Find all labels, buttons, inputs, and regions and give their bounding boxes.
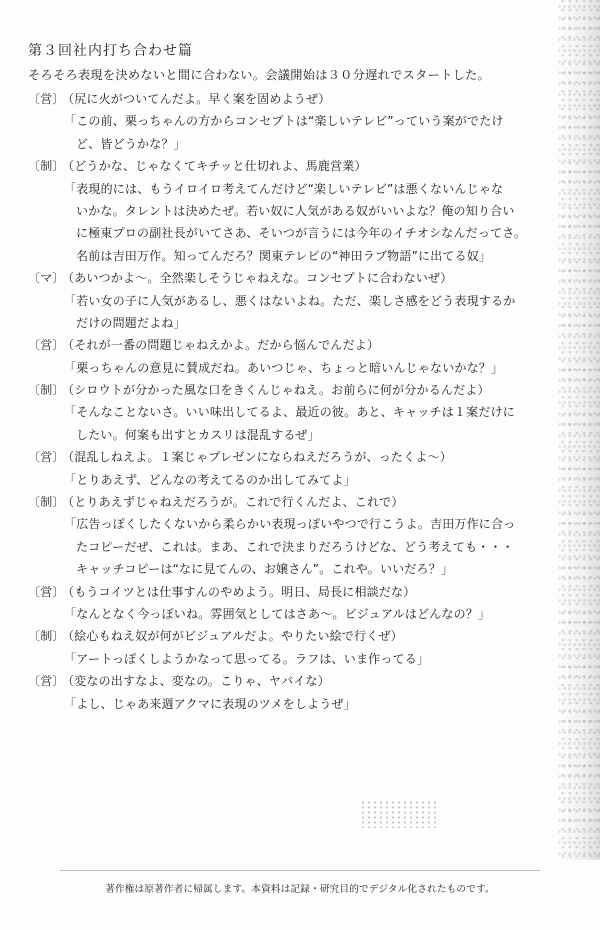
dialogue-quote-line	[28, 558, 568, 580]
dialogue-text: （もうコイツとは仕事すんのやめよう。明日、局長に相談だな）	[62, 584, 416, 599]
dialogue-speaker-line	[28, 267, 568, 289]
speaker-tag: 〔営〕	[28, 92, 65, 106]
dialogue-text: だけの問題だよね」	[76, 315, 186, 330]
dialogue-quote-line	[28, 513, 568, 535]
speaker-tag: 〔制〕	[28, 383, 65, 398]
dialogue-text: キャッチコピーは“なに見てんの、お嬢さん”。これや。いいだろ？」	[76, 562, 454, 577]
dialogue-quote-line	[28, 200, 568, 222]
document-title: 第３回社内打ち合わせ篇	[28, 43, 193, 59]
dialogue-text: （とりあえずじゃねえだろうが。これで行くんだよ、これで）	[62, 495, 404, 510]
dialogue-text: 「広告っぽくしたくないから柔らかい表現っぽいやつで行こうよ。吉田万作に合っ	[64, 517, 516, 532]
dialogue-quote-line	[28, 603, 568, 625]
dialogue-text: 「そんなことないさ。いい味出してるよ、最近の彼。あと、キャッチは１案だけに	[64, 405, 515, 420]
dialogue-text: 「なんとなく今っぽいね。雰囲気としてはさあ〜。ビジュアルはどんなの？」	[64, 606, 491, 621]
dialogue-text: （尻に火がついてんだよ。早く案を固めようぜ）	[62, 92, 331, 106]
dialogue-text: （どうかな、じゃなくてキチッと仕切れよ、馬鹿営業）	[62, 159, 367, 174]
copyright-notice: 著作権は原著作者に帰属します。本資料は記録・研究目的でデジタル化されたものです。	[105, 884, 495, 895]
dialogue-text: 「よし、じゃあ来週アクマに表現のツメをしようぜ」	[64, 696, 356, 711]
dialogue-text: （混乱しねえよ。１案じゃプレゼンにならねえだろうが、ったくよ〜）	[62, 450, 452, 465]
speaker-tag: 〔営〕	[28, 674, 65, 689]
dialogue-text: いかな。タレントは決めたぜ。若い奴に人気がある奴がいいよな？俺の知り合い	[76, 203, 515, 218]
dialogue-text: 「若い女の子に人気があるし、悪くはないよね。ただ、楽しさ感をどう表現するか	[64, 293, 516, 308]
dialogue-quote-line	[28, 357, 568, 379]
dialogue-speaker-line	[28, 88, 568, 110]
dialogue-speaker-line	[28, 334, 568, 356]
dialogue-text: 「栗っちゃんの意見に賛成だね。あいつじゃ、ちょっと暗いんじゃないかな？」	[64, 360, 504, 375]
dialogue-quote-line	[28, 401, 568, 423]
dialogue-text: （それが一番の問題じゃねえかよ。だから悩んでんだよ）	[62, 338, 380, 353]
dialogue-text: （シロウトが分かった風な口をきくんじゃねえ。お前らに何が分かるんだよ）	[62, 383, 490, 398]
scan-speckle	[360, 800, 440, 828]
dialogue-quote-line	[28, 424, 568, 446]
dialogue-quote-line	[28, 110, 568, 132]
speaker-tag: 〔営〕	[28, 584, 65, 599]
dialogue-text: 「アートっぽくしようかなって思ってる。ラフは、いま作ってる」	[64, 651, 430, 666]
dialogue-speaker-line	[28, 625, 568, 647]
dialogue-quote-line	[28, 693, 568, 715]
dialogue-text: （あいつかよ〜。全然楽しそうじゃねえな。コンセプトに合わないぜ）	[62, 271, 453, 286]
dialogue-quote-line	[28, 290, 568, 312]
dialogue-quote-line	[28, 648, 568, 670]
dialogue-text: （絵心もねえ奴が何がビジュアルだよ。やりたい絵で行くぜ）	[62, 629, 403, 644]
dialogue-quote-line	[28, 469, 568, 491]
footer-divider	[60, 870, 540, 871]
dialogue-text: 「表現的には、もうイロイロ考えてんだけど“楽しいテレビ”は悪くないんじゃな	[64, 181, 504, 196]
speaker-tag: 〔制〕	[28, 159, 65, 174]
speaker-tag: 〔営〕	[28, 450, 65, 465]
speaker-tag: 〔営〕	[28, 338, 65, 353]
intro-text: そろそろ表現を決めないと間に合わない。会議開始は３０分遅れでスタートした。	[28, 68, 491, 82]
speaker-tag: 〔マ〕	[28, 271, 65, 286]
dialogue-quote-line	[28, 222, 568, 244]
dialogue-quote-line	[28, 312, 568, 334]
speaker-tag: 〔制〕	[28, 495, 65, 510]
dialogue-quote-line	[28, 178, 568, 200]
speaker-tag: 〔制〕	[28, 629, 65, 644]
dialogue-text: したい。何案も出すとカスリは混乱するぜ」	[76, 427, 320, 442]
dialogue-speaker-line	[28, 446, 568, 468]
dialogue-text: に極東プロの副社長がいてさあ、そいつが言うには今年のイチオシなんだってさ。	[76, 226, 527, 241]
dialogue-speaker-line	[28, 379, 568, 401]
dialogue-text: 「この前、栗っちゃんの方からコンセプトは“楽しいテレビ”っていう案がでたけ	[64, 114, 504, 129]
dialogue-quote-line	[28, 245, 568, 267]
dialogue-text: 「とりあえず、どんなの考えてるのか出してみてよ」	[64, 472, 356, 487]
dialogue-speaker-line	[28, 581, 568, 603]
dialogue-text: （変なの出すなよ、変なの。こりゃ、ヤバイな）	[62, 674, 330, 689]
dialogue-speaker-line	[28, 155, 568, 177]
dialogue-text: たコピーだぜ、これは。まあ、これで決まりだろうけどな、どう考えても・・・	[76, 539, 514, 554]
dialogue-speaker-line	[28, 491, 568, 513]
dialogue-body	[28, 88, 568, 715]
dialogue-text: ど、皆どうかな？」	[76, 136, 186, 151]
dialogue-speaker-line	[28, 670, 568, 692]
dialogue-quote-line	[28, 133, 568, 155]
dialogue-quote-line	[28, 536, 568, 558]
dialogue-text: 名前は吉田万作。知ってんだろ？関東テレビの“神田ラブ物語”に出てる奴」	[76, 248, 492, 263]
